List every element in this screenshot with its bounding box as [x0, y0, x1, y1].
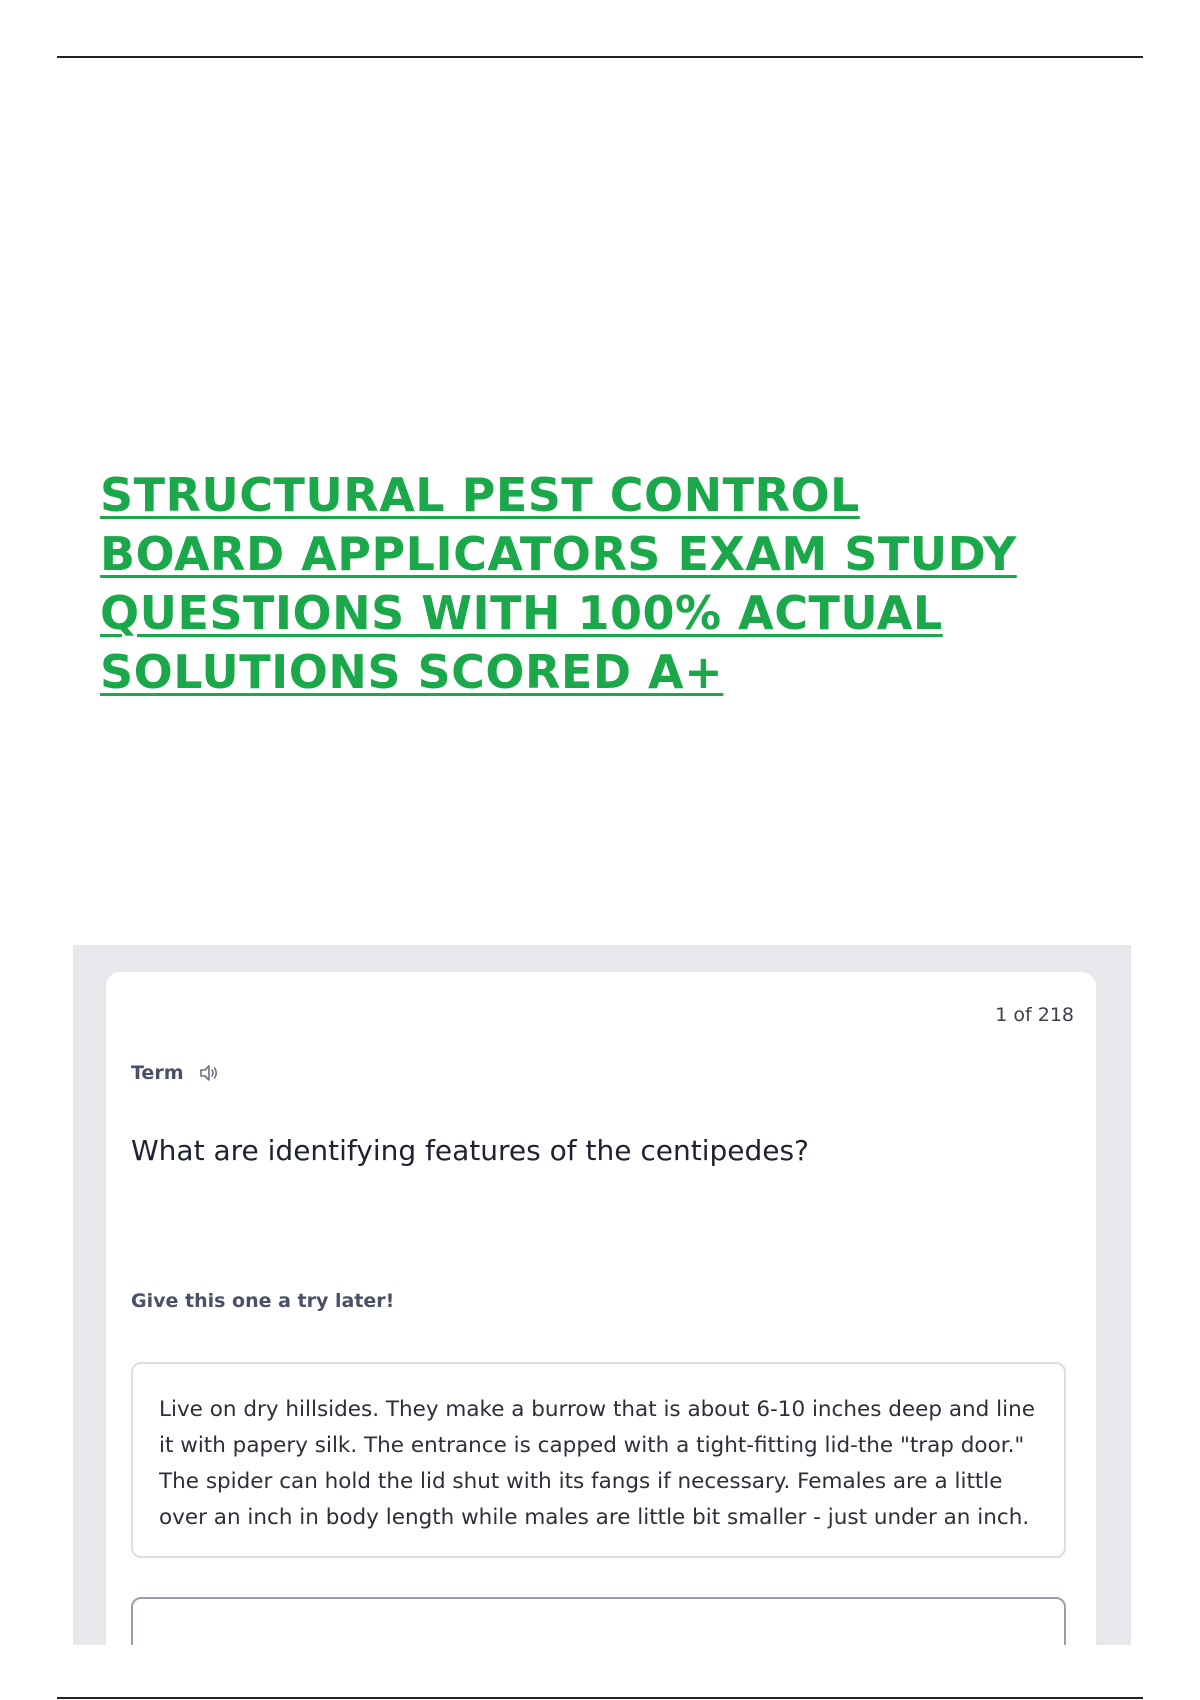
try-later-link[interactable]: Give this one a try later!	[131, 1290, 395, 1312]
title-line: STRUCTURAL PEST CONTROL	[100, 468, 860, 522]
card-counter: 1 of 218	[995, 1004, 1074, 1026]
flashcard	[106, 972, 1096, 1645]
speaker-icon[interactable]	[198, 1063, 220, 1083]
top-rule	[57, 56, 1143, 58]
title-line: QUESTIONS WITH 100% ACTUAL	[100, 586, 943, 640]
term-label: Term	[131, 1062, 184, 1084]
document-title	[100, 466, 1100, 702]
answer-option-next[interactable]	[131, 1597, 1066, 1645]
flashcard-screenshot	[73, 945, 1131, 1645]
title-line: SOLUTIONS SCORED A+	[100, 645, 724, 699]
answer-text: Live on dry hillsides. They make a burrow that is about 6-10 inches deep and line it with papery silk. The entrance is capped with a tight-fitting lid-the "trap door." The spider can hold the lid shut with its fangs if necessary. Females are a little over an inch in body length while males are little bit smaller - just under an inch.	[159, 1397, 1035, 1530]
answer-option[interactable]	[131, 1362, 1066, 1558]
title-line: BOARD APPLICATORS EXAM STUDY	[100, 527, 1017, 581]
term-header	[131, 1062, 220, 1084]
bottom-rule	[57, 1697, 1143, 1699]
question-text: What are identifying features of the centipedes?	[131, 1134, 809, 1167]
